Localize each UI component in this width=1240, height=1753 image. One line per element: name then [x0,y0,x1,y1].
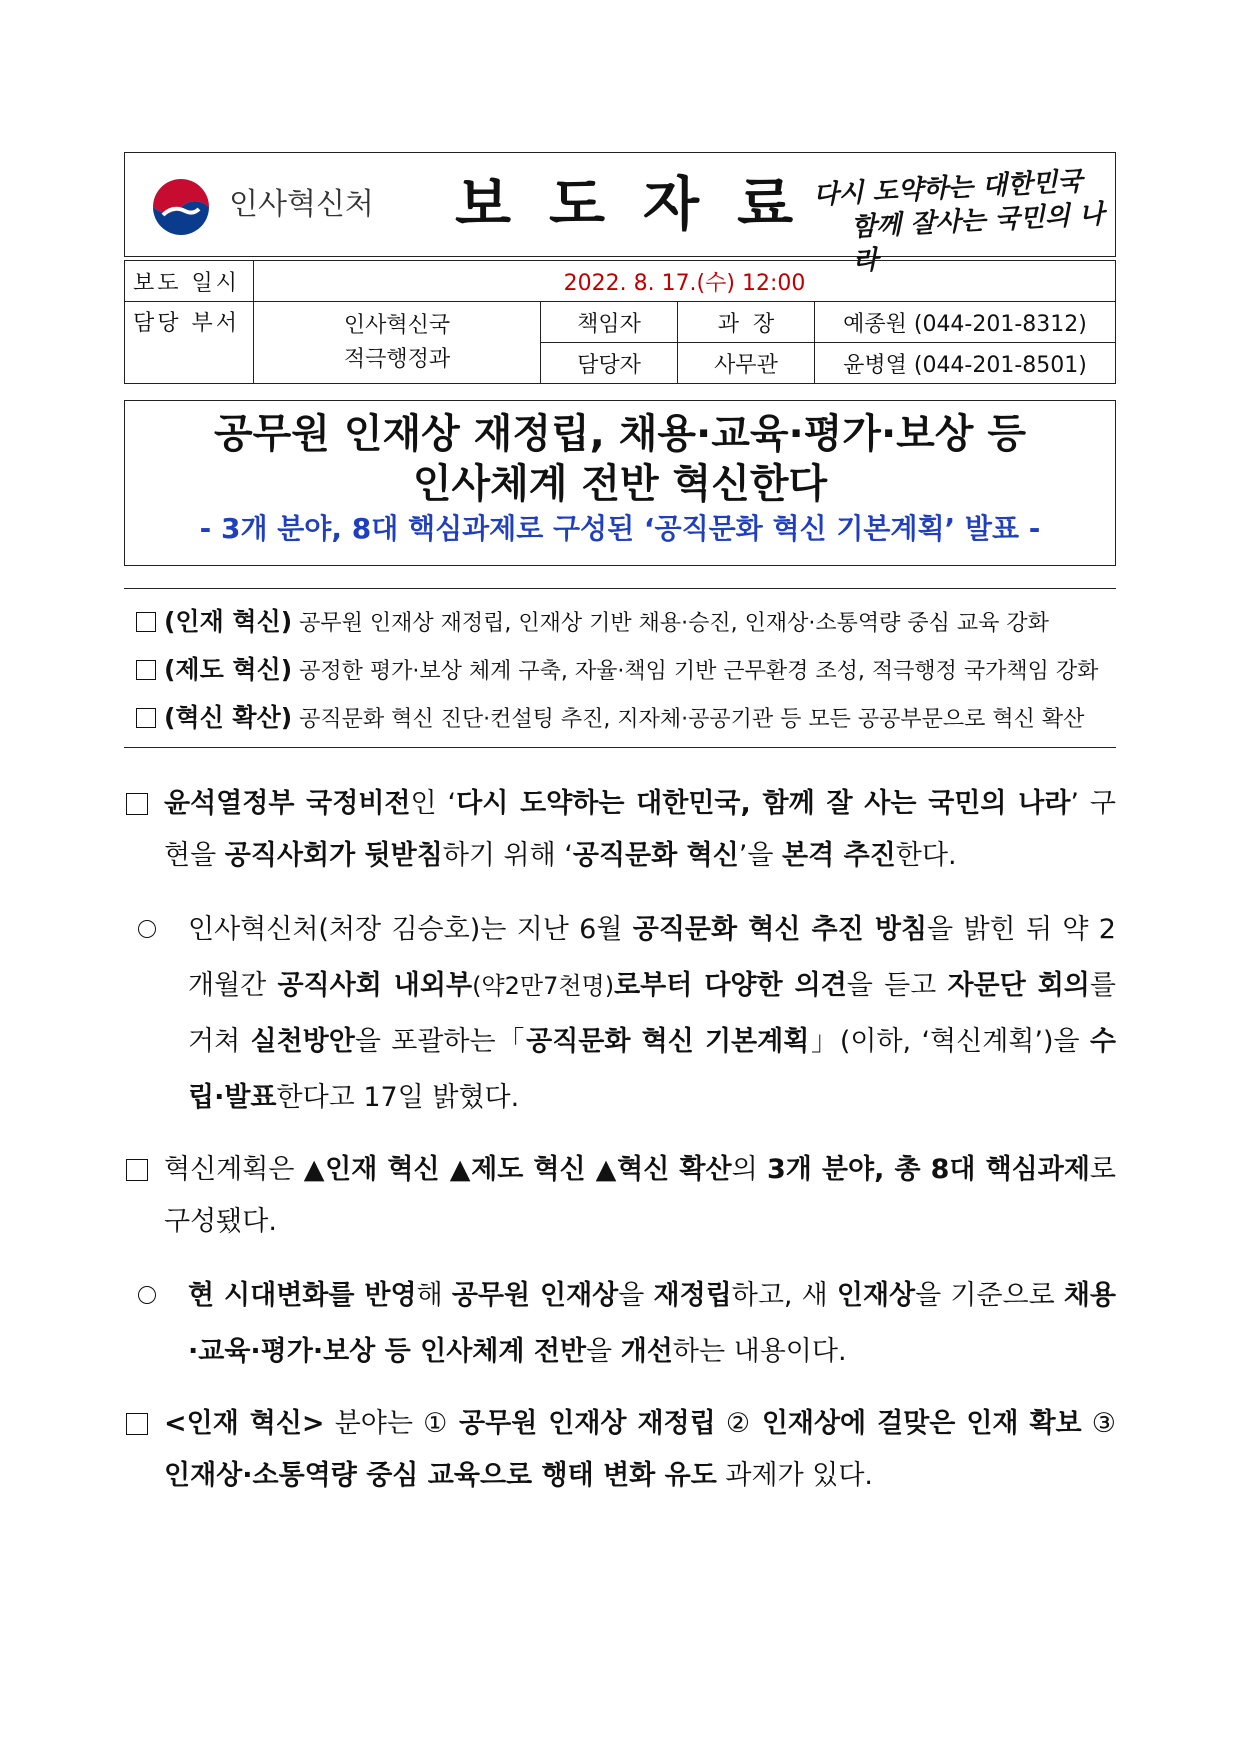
summary-text: 공직문화 혁신 진단·컨설팅 추진, 지자체·공공기관 등 모든 공공부문으로 혁신 확산 [292,707,1085,732]
article-body [124,778,1116,1522]
text: 을 [618,1280,654,1311]
text-bold: 3개 분야, 총 8대 핵심과제 [766,1154,1090,1185]
summary-item [124,695,1116,743]
paragraph-3 [124,1144,1116,1248]
headline-subtitle: - 3개 분야, 8대 핵심과제로 구성된 ‘공직문화 혁신 기본계획’ 발표 - [199,512,1041,545]
headline-line-2: 인사체계 전반 혁신한다 [412,461,828,507]
dept-label: 담당 부서 [125,302,254,384]
summary-text: 공무원 인재상 재정립, 인재상 기반 채용·승진, 인재상·소통역량 중심 교육 강화 [292,611,1049,636]
press-release-header [124,152,1116,277]
government-logo-icon [149,175,213,239]
summary-item [124,599,1116,647]
text: 하고, 새 [731,1280,837,1311]
text-bold: 재정립 [653,1280,732,1311]
text-bold: 공직사회 내외부 [277,970,473,1001]
text: 하는 내용이다. [672,1336,847,1367]
dept-name [254,302,541,384]
text-bold: <인재 혁신> [164,1408,325,1439]
text-bold: 인재상에 걸맞은 인재 확보 [761,1408,1082,1439]
role-contact-1: 예종원 (044-201-8312) [815,302,1116,343]
text: 한다. [895,840,957,871]
text: 를 거쳐 [188,970,1116,1057]
dept-line-2: 적극행정과 [343,346,451,372]
text: ’을 [738,840,783,871]
paragraph-2 [124,902,1116,1126]
text: ② [715,1408,762,1439]
text: 분야는 ① [324,1408,460,1439]
square-bullet-icon [126,1413,148,1435]
text-bold: 수립·발표 [188,1026,1117,1113]
text-bold: 채용·교육·평가·보상 등 인사체계 전반 [188,1280,1116,1367]
summary-box [124,588,1116,748]
release-date-value: 2022. 8. 17.(수) 12:00 [254,261,1116,302]
headline-box [124,400,1116,566]
headline-line-1: 공무원 인재상 재정립, 채용·교육·평가·보상 등 [213,411,1026,457]
checkbox-square-icon [136,660,156,680]
text: 을 기준으로 [915,1280,1064,1311]
text: ③ [1081,1408,1116,1439]
text-bold: 공무원 인재상 [451,1280,619,1311]
text: 인사혁신처(처장 김승호)는 지난 6월 [188,914,633,945]
summary-item [124,647,1116,695]
square-bullet-icon [126,793,148,815]
text-bold: 공직문화 혁신 추진 방침 [632,914,928,945]
text-bold: 공직문화 혁신 [572,840,739,871]
org-name: 인사혁신처 [229,187,374,222]
paragraph-5 [124,1398,1116,1502]
checkbox-square-icon [136,708,156,728]
text: 과제가 있다. [716,1460,873,1491]
circle-bullet-icon [138,1286,156,1304]
text: 을 [586,1336,621,1367]
text: 로 구성됐다. [164,1154,1117,1237]
role-contact-2: 윤병열 (044-201-8501) [815,343,1116,384]
slogan-line-1: 다시 도약하는 대한민국 [812,166,1084,211]
text: 을 포괄하는「 [354,1026,527,1057]
text-bold: 공무원 인재상 재정립 [459,1408,716,1439]
text: 혁신계획은 [164,1154,304,1185]
text-bold: 현 시대변화를 반영 [188,1280,417,1311]
text-bold: 인재상·소통역량 중심 교육으로 행태 변화 유도 [164,1460,717,1491]
summary-head: (인재 혁신) [164,607,293,636]
text-bold: 윤석열정부 국정비전 [164,788,411,819]
summary-head: (제도 혁신) [164,655,293,684]
circle-bullet-icon [138,920,156,938]
text: 하기 위해 ‘ [442,840,573,871]
text: 한다고 17일 밝혔다. [276,1082,520,1113]
role-title-2: 사무관 [678,343,815,384]
text-bold: 개선 [620,1336,673,1367]
document-type-title: 보도자료 [455,170,832,238]
text: 해 [416,1280,452,1311]
contact-row-1 [125,302,1116,343]
checkbox-square-icon [136,612,156,632]
release-date-row [125,261,1116,302]
text: 」(이하, ‘혁신계획’)을 [809,1026,1090,1057]
text: 의 [731,1154,767,1185]
role-label-2: 담당자 [541,343,678,384]
release-info-table [124,260,1116,384]
text: ’ 구현을 [164,788,1117,871]
square-bullet-icon [126,1159,148,1181]
paragraph-4 [124,1268,1116,1380]
text-bold: ▲인재 혁신 ▲제도 혁신 ▲혁신 확산 [303,1154,732,1185]
slogan-line-2: 함께 잘사는 국민의 나라 [850,199,1105,277]
release-date-label: 보도 일시 [125,261,254,302]
summary-head: (혁신 확산) [164,703,293,732]
text: 을 밝힌 뒤 약 2개월간 [188,914,1116,1001]
text-bold: 본격 추진 [782,840,896,871]
text: (약2만7천명) [472,972,615,1000]
text-bold: 인재상 [836,1280,916,1311]
role-label-1: 책임자 [541,302,678,343]
text-bold: 다시 도약하는 대한민국, 함께 잘 사는 국민의 나라 [456,788,1071,819]
role-title-1: 과 장 [678,302,815,343]
paragraph-1 [124,778,1116,882]
text-bold: 공직사회가 뒷받침 [224,840,443,871]
text-bold: 공직문화 혁신 기본계획 [526,1026,810,1057]
text-bold: 로부터 다양한 의견 [614,970,847,1001]
summary-text: 공정한 평가·보상 체계 구축, 자율·책임 기반 근무환경 조성, 적극행정 국가책임 강화 [292,659,1099,684]
text: 을 듣고 [846,970,948,1001]
text-bold: 자문단 회의 [947,970,1090,1001]
text-bold: 실천방안 [250,1026,355,1057]
dept-line-1: 인사혁신국 [343,312,451,338]
text: 인 ‘ [410,788,457,819]
